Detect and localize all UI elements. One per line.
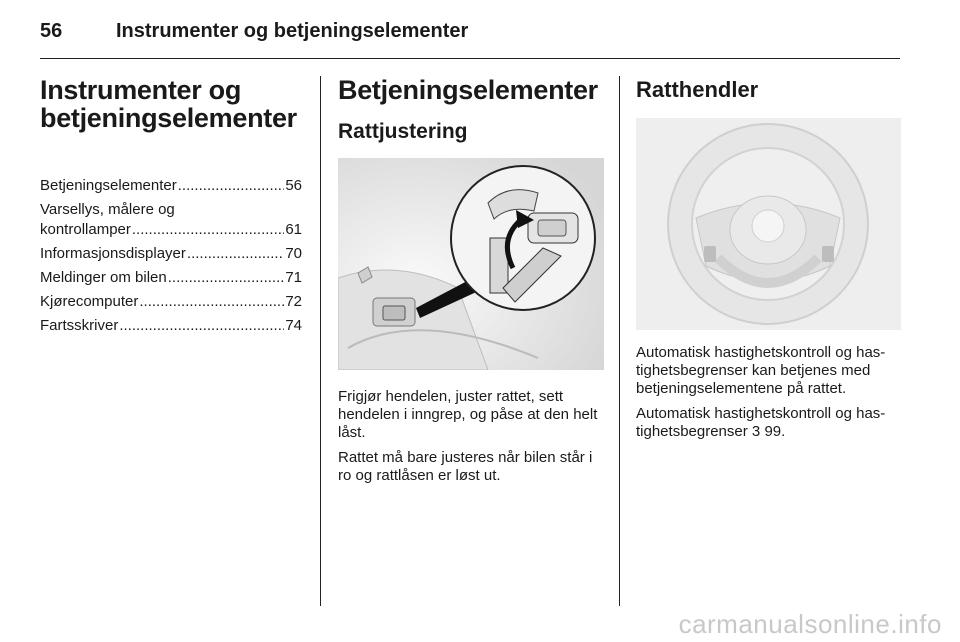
- running-title: Instrumenter og betjeningselementer: [116, 20, 469, 42]
- toc-page: 74: [285, 317, 302, 334]
- toc-page: 71: [285, 269, 302, 286]
- toc-page: 72: [285, 293, 302, 310]
- toc-page: 70: [285, 245, 302, 262]
- steering-lever-illustration: [338, 158, 604, 370]
- toc-item-informasjonsdisplayer[interactable]: Informasjonsdisplayer ..... 70: [40, 244, 302, 264]
- column-divider-2: [619, 76, 620, 606]
- chapter-title: [40, 76, 302, 132]
- page-ref[interactable]: 99.: [764, 423, 786, 440]
- adjust-warning: Rattet må bare justeres når bilen står i ro og rattlåsen er løst ut.: [338, 449, 593, 484]
- page-ref-icon: 3: [751, 423, 761, 440]
- subsection-heading-ratthendler: Ratthendler: [636, 77, 759, 102]
- toc-column: [40, 76, 302, 340]
- chapter-title-line2: betjeningselementer: [40, 103, 297, 133]
- chapter-title-line1: Instrumenter og: [40, 75, 242, 105]
- adjust-instructions: Frigjør hendelen, juster rattet, sett hendelen i inngrep, og påse at den helt låst.: [338, 388, 598, 441]
- toc-page: 61: [285, 221, 302, 238]
- toc-item-varsellys[interactable]: Varsellys, målere og kontrollamper ..... 61: [40, 200, 302, 240]
- toc-page: 56: [285, 177, 302, 194]
- toc-item-fartsskriver[interactable]: Fartsskriver ..... 74: [40, 316, 302, 336]
- steering-adjust-column: [338, 76, 604, 492]
- toc-item-meldinger[interactable]: Meldinger om bilen ..... 71: [40, 268, 302, 288]
- steering-lever-drawing: [338, 158, 604, 370]
- controls-reference: Automatisk hastighetskontroll og has-tighetsbegrenser 3 99.: [636, 405, 886, 440]
- toc-item-betjeningselementer[interactable]: Betjeningselementer ..... 56: [40, 176, 302, 196]
- toc-item-kjorecomputer[interactable]: Kjørecomputer ..... 72: [40, 292, 302, 312]
- controls-description: Automatisk hastighetskontroll og has-tighetsbegrenser kan betjenes med betjeningselementene på rattet.: [636, 344, 886, 397]
- steering-controls-column: [636, 76, 901, 448]
- page-header: [40, 18, 900, 59]
- column-divider-1: [320, 76, 321, 606]
- section-heading: Betjeningselementer: [338, 75, 598, 105]
- table-of-contents: [40, 176, 302, 336]
- watermark: carmanualsonline.info: [678, 609, 942, 639]
- steering-wheel-illustration: [636, 118, 901, 330]
- steering-wheel-drawing: [636, 118, 901, 330]
- subsection-heading: Rattjustering: [338, 120, 468, 143]
- page-number: 56: [40, 20, 63, 42]
